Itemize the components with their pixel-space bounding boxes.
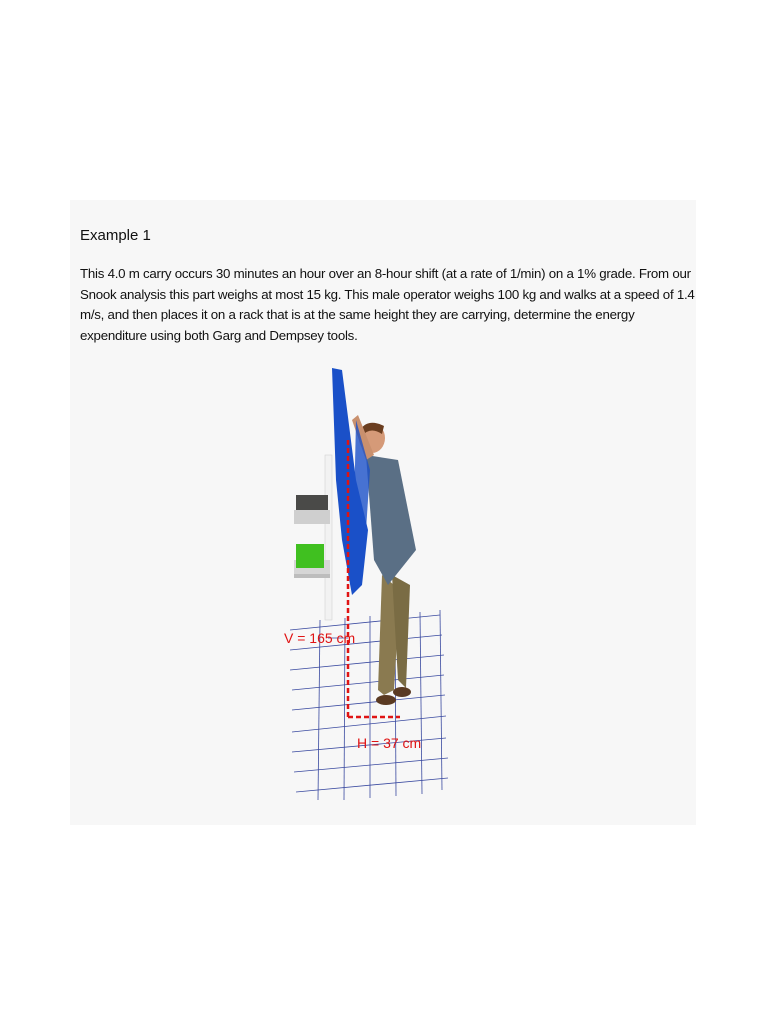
horizontal-distance-label: H = 37 cm [357,735,422,751]
vertical-distance-label: V = 165 cm [284,630,356,646]
carried-object [332,368,370,595]
example-title: Example 1 [80,227,151,244]
problem-statement: This 4.0 m carry occurs 30 minutes an hour over an 8-hour shift (at a rate of 1/min) on a 1% grade. From our Snook analysis this part weighs at most 15 kg. This male operator weighs 100 kg and walks at a speed of 1.4 m/s, and then places it on a rack that is at the same height they are carrying, determine the energy expenditure using both Garg and Dempsey tools. [80,266,695,343]
green-box [296,544,324,568]
rack [294,455,332,620]
